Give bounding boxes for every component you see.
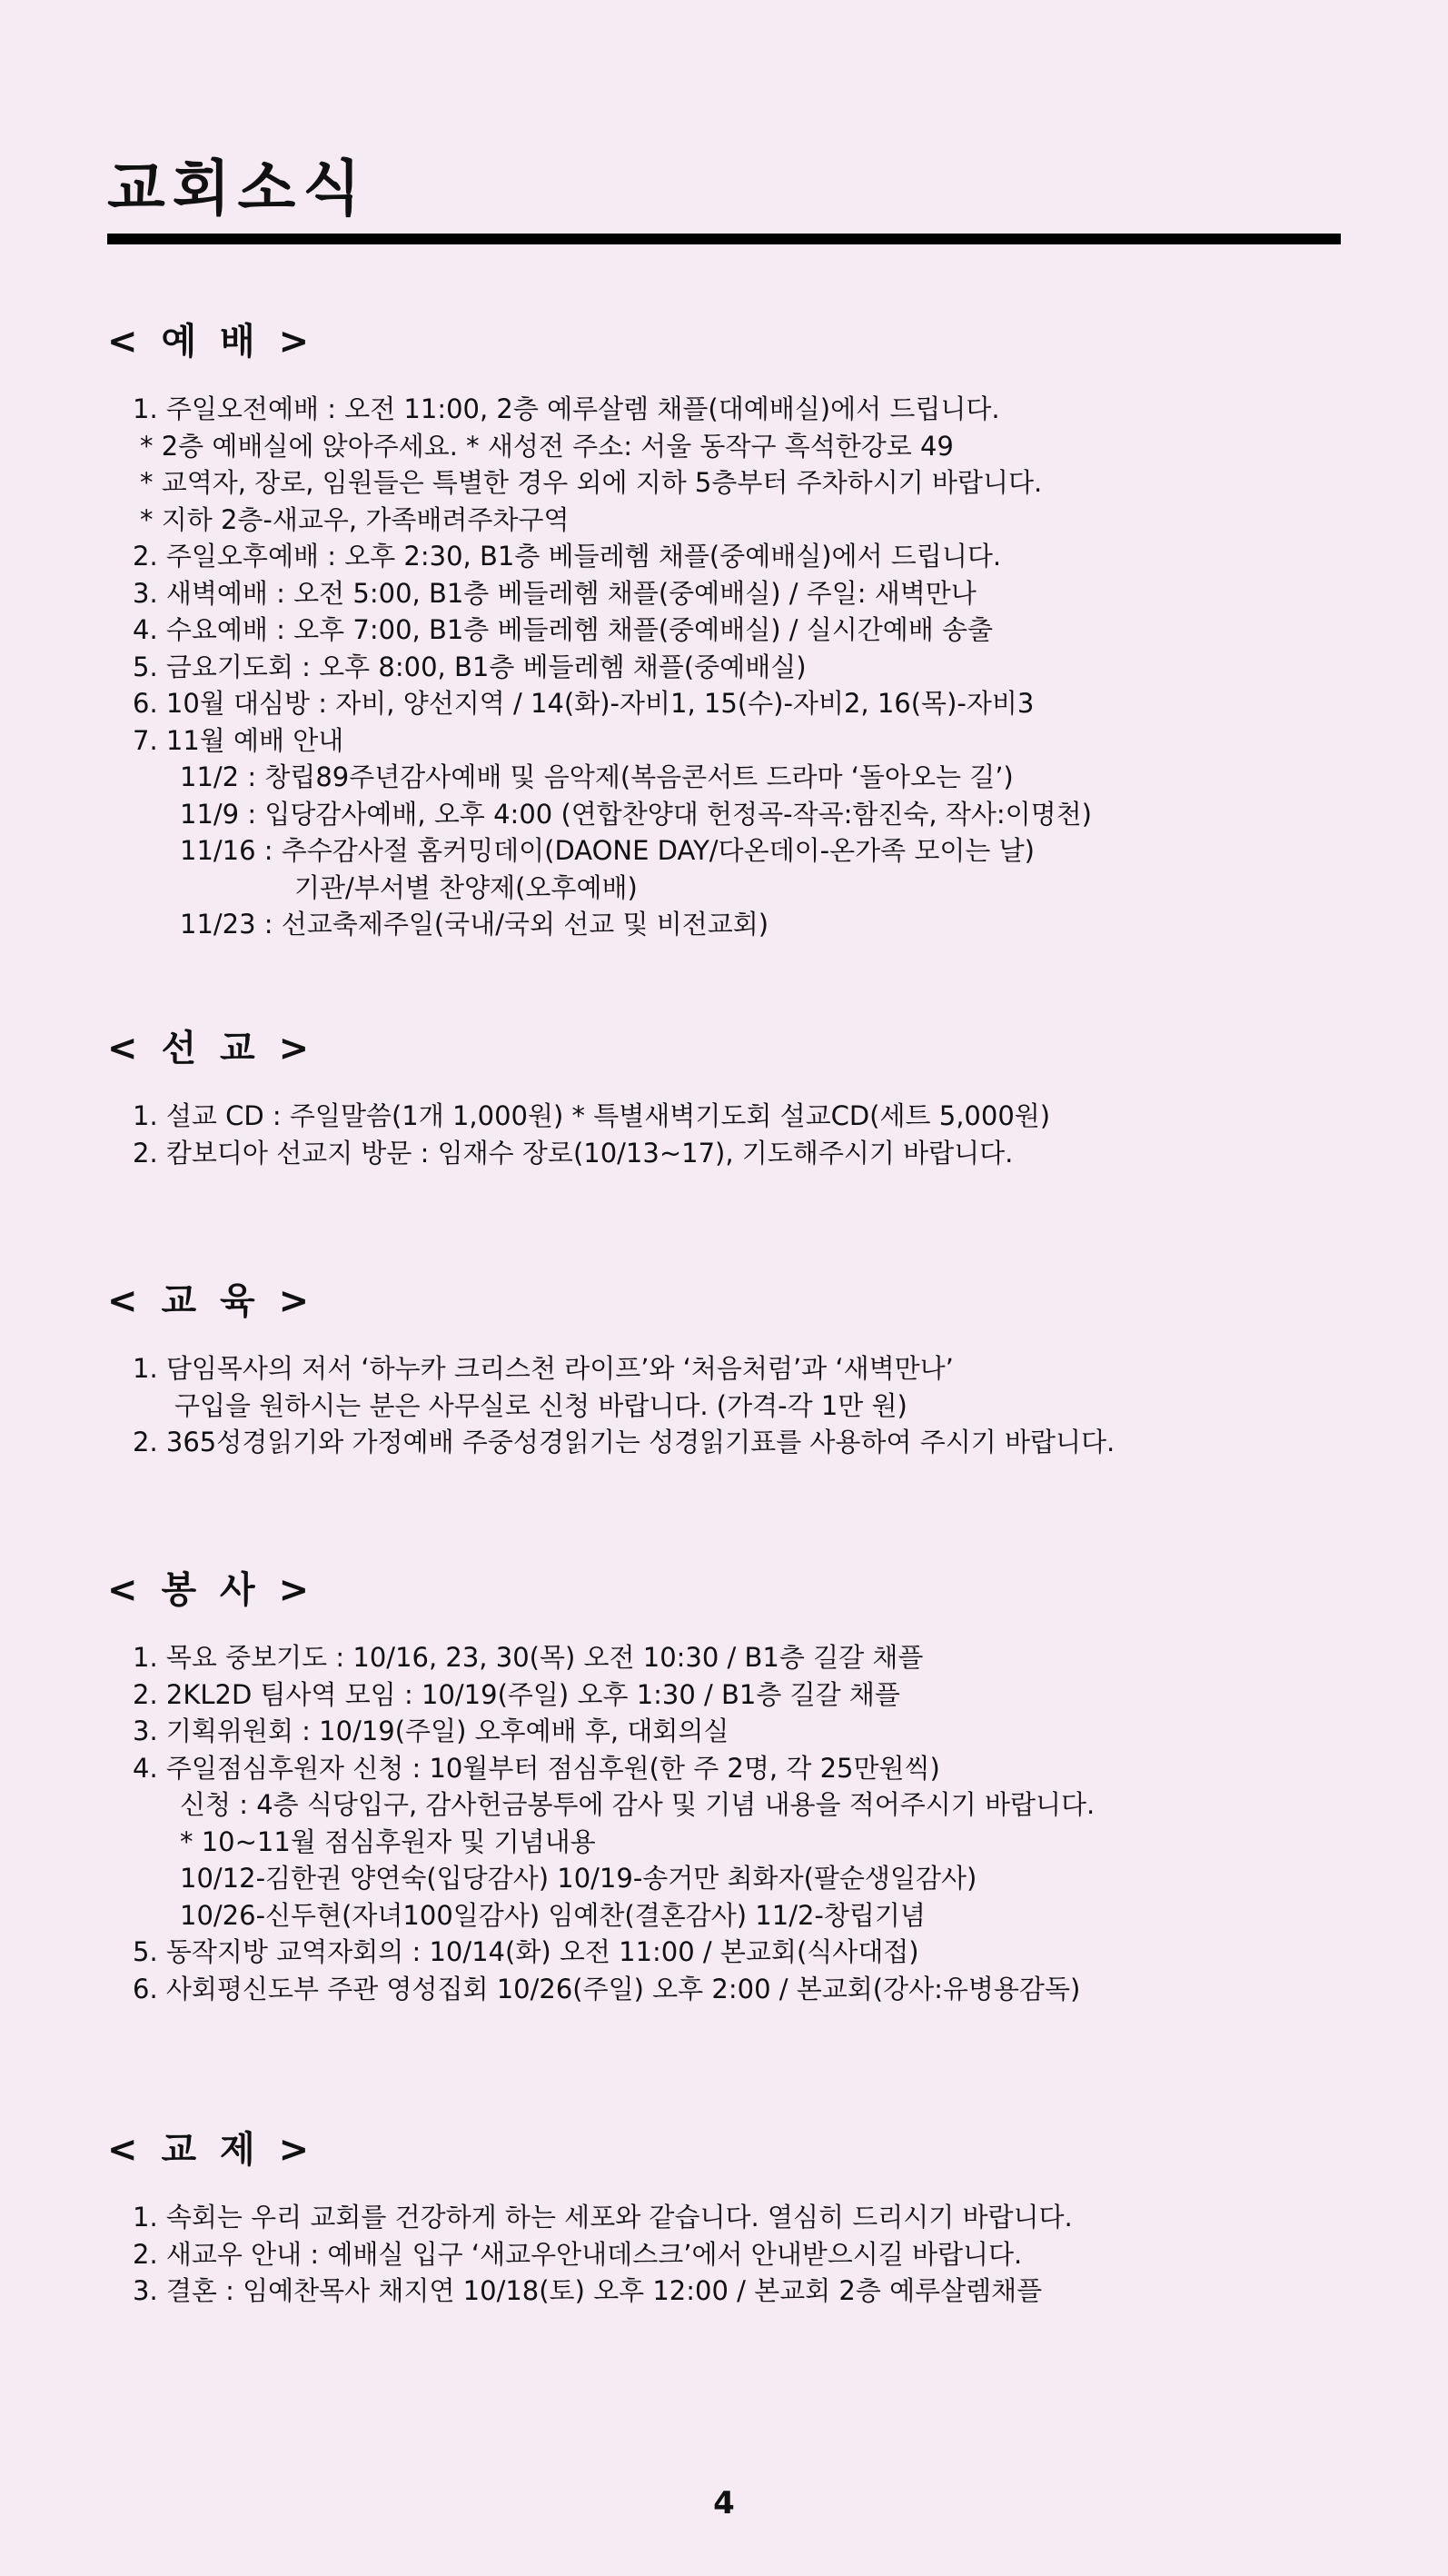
section-heading-worship: < 예 배 > [107, 321, 315, 363]
list-item: 1. 목요 중보기도 : 10/16, 23, 30(목) 오전 10:30 / B1층 길갈 채플 [133, 1642, 924, 1673]
list-item: 6. 10월 대심방 : 자비, 양선지역 / 14(화)-자비1, 15(수)-자비2, 16(목)-자비3 [133, 688, 1035, 719]
section-service [107, 1565, 1361, 2007]
list-item: 3. 결혼 : 임예찬목사 채지연 10/18(토) 오후 12:00 / 본교회 2층 예루살렘채플 [133, 2275, 1043, 2306]
list-item: 11/2 : 창립89주년감사예배 및 음악제(복음콘서트 드라마 ‘돌아오는 길’) [180, 761, 1014, 792]
section-education [107, 1276, 1361, 1461]
list-item: * 교역자, 장로, 임원들은 특별한 경우 외에 지하 5층부터 주차하시기 바랍니다. [140, 467, 1043, 498]
mission-list [107, 1098, 1361, 1171]
list-item: 3. 새벽예배 : 오전 5:00, B1층 베들레헴 채플(중예배실) / 주일: 새벽만나 [133, 577, 977, 609]
list-item: 1. 담임목사의 저서 ‘하누카 크리스천 라이프’와 ‘처음처럼’과 ‘새벽만나’ [133, 1353, 954, 1384]
list-item: 2. 새교우 안내 : 예배실 입구 ‘새교우안내데스크’에서 안내받으시길 바랍니다. [133, 2238, 1023, 2270]
title-divider [107, 234, 1341, 244]
list-item: * 10~11월 점심후원자 및 기념내용 [180, 1825, 596, 1857]
list-item: 10/26-신두현(자녀100일감사) 임예찬(결혼감사) 11/2-창립기념 [180, 1899, 926, 1931]
section-fellowship [107, 2124, 1361, 2310]
list-item: 2. 2KL2D 팀사역 모임 : 10/19(주일) 오후 1:30 / B1층 길갈 채플 [133, 1678, 900, 1710]
list-item: 5. 동작지방 교역자회의 : 10/14(화) 오전 11:00 / 본교회(식사대접) [133, 1936, 919, 1967]
list-item: * 지하 2층-새교우, 가족배려주차구역 [140, 503, 570, 535]
list-item: 신청 : 4층 식당입구, 감사헌금봉투에 감사 및 기념 내용을 적어주시기 바랍니다. [180, 1789, 1096, 1820]
list-item: 2. 365성경읽기와 가정예배 주중성경읽기는 성경읽기표를 사용하여 주시기 바랍니다. [133, 1427, 1116, 1457]
list-item: 11/23 : 선교축제주일(국내/국외 선교 및 비전교회) [180, 909, 769, 940]
worship-list [107, 391, 1361, 943]
list-item: 2. 주일오후예배 : 오후 2:30, B1층 베들레헴 채플(중예배실)에서 드립니다. [133, 541, 1002, 572]
fellowship-list [107, 2199, 1361, 2310]
list-item: 4. 주일점심후원자 신청 : 10월부터 점심후원(한 주 2명, 각 25만원씩) [133, 1752, 940, 1784]
service-list [107, 1639, 1361, 2007]
page-title: 교회소식 [107, 154, 369, 224]
section-heading-education: < 교 육 > [107, 1280, 315, 1322]
section-heading-fellowship: < 교 제 > [107, 2129, 315, 2171]
list-item: 7. 11월 예배 안내 [133, 724, 344, 756]
list-item: 11/9 : 입당감사예배, 오후 4:00 (연합찬양대 헌정곡-작곡:함진숙, 작사:이명천) [180, 798, 1092, 830]
list-item: 기관/부서별 찬양제(오후예배) [294, 871, 638, 903]
section-mission [107, 1023, 1361, 1171]
section-heading-service: < 봉 사 > [107, 1569, 315, 1611]
list-item: 1. 속회는 우리 교회를 건강하게 하는 세포와 같습니다. 열심히 드리시기 바랍니다. [133, 2202, 1073, 2233]
list-item: 11/16 : 추수감사절 홈커밍데이(DAONE DAY/다온데이-온가족 모이는 날) [180, 835, 1035, 866]
list-item: 10/12-김한권 양연숙(입당감사) 10/19-송거만 최화자(팔순생일감사) [180, 1863, 977, 1894]
page-number: 4 [713, 2485, 735, 2521]
list-item: 5. 금요기도회 : 오후 8:00, B1층 베들레헴 채플(중예배실) [133, 651, 807, 682]
list-item: * 2층 예배실에 앉아주세요. * 새성전 주소: 서울 동작구 흑석한강로 49 [140, 430, 954, 462]
list-item: 1. 설교 CD : 주일말씀(1개 1,000원) * 특별새벽기도회 설교CD(세트 5,000원) [133, 1100, 1051, 1131]
education-list [107, 1350, 1361, 1461]
list-item: 1. 주일오전예배 : 오전 11:00, 2층 예루살렘 채플(대예배실)에서 드립니다. [133, 393, 1000, 424]
list-item: 4. 수요예배 : 오후 7:00, B1층 베들레헴 채플(중예배실) / 실시간예배 송출 [133, 614, 994, 645]
list-item: 6. 사회평신도부 주관 영성집회 10/26(주일) 오후 2:00 / 본교회(강사:유병용감독) [133, 1973, 1081, 2004]
list-item: 구입을 원하시는 분은 사무실로 신청 바랍니다. (가격-각 1만 원) [174, 1389, 907, 1421]
section-heading-mission: < 선 교 > [107, 1028, 315, 1069]
list-item: 2. 캄보디아 선교지 방문 : 임재수 장로(10/13~17), 기도해주시기 바랍니다. [133, 1137, 1014, 1169]
list-item: 3. 기획위원회 : 10/19(주일) 오후예배 후, 대회의실 [133, 1716, 729, 1746]
section-worship [107, 316, 1361, 943]
